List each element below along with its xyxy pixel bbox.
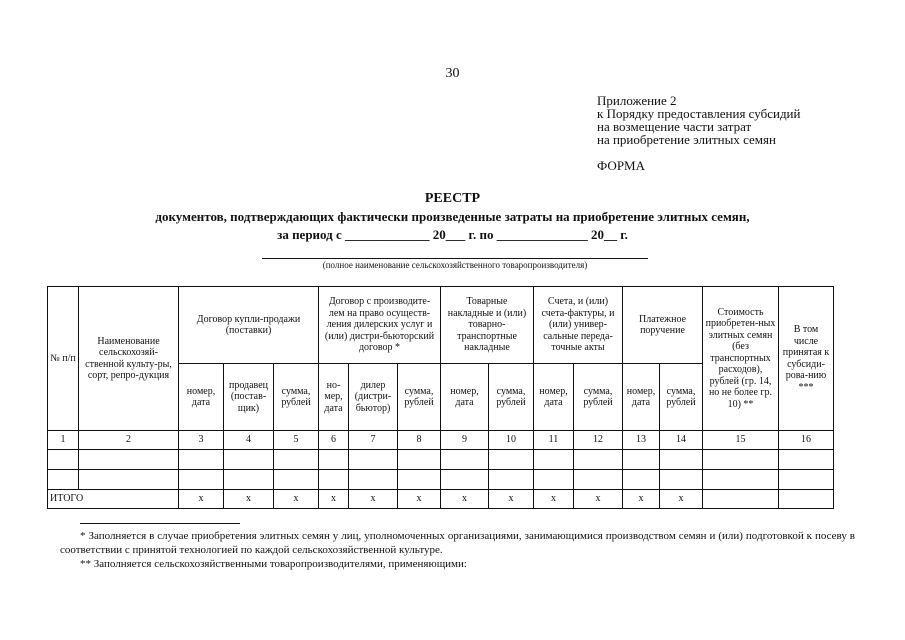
header-seed-cost: Стоимость приобретен-ных элитных семян (без транспортных расходов), рублей (гр. 14, но не более гр. 10) **	[703, 287, 779, 431]
document-title: РЕЕСТР	[424, 191, 481, 206]
total-mark: x	[574, 490, 623, 509]
sub-dealer-number: но-мер, дата	[319, 364, 349, 431]
header-payment-order: Платежное поручение	[623, 287, 703, 364]
column-number: 16	[779, 431, 834, 450]
period-line: за период с _____________ 20___ г. по ______________ 20__ г.	[277, 227, 628, 242]
total-mark: x	[349, 490, 398, 509]
column-number: 10	[489, 431, 534, 450]
empty-row	[48, 470, 834, 490]
column-number-row	[48, 431, 834, 450]
sub-dealer-sum: сумма, рублей	[398, 364, 441, 431]
total-mark: x	[398, 490, 441, 509]
page-number: 30	[445, 66, 460, 81]
column-number: 3	[179, 431, 224, 450]
total-mark: x	[623, 490, 660, 509]
column-number: 5	[274, 431, 319, 450]
appendix-line: к Порядку предоставления субсидий	[597, 106, 801, 121]
total-label: ИТОГО	[48, 490, 179, 509]
sub-payment-number: номер, дата	[623, 364, 660, 431]
sub-payment-sum: сумма, рублей	[660, 364, 703, 431]
header-subsidy: В том числе принятая к субсиди-рова-нию ***	[779, 287, 834, 431]
sub-waybill-sum: сумма, рублей	[489, 364, 534, 431]
header-dealer-contract: Договор с производите-лем на право осуществ-ления дилерских услуг и (или) дистри-бьюторский договор *	[319, 287, 441, 364]
header-crop-name: Наименование сельскохозяй-ственной культу-ры, сорт, репро-дукция	[79, 287, 179, 431]
column-number: 13	[623, 431, 660, 450]
column-number: 14	[660, 431, 703, 450]
footnote: * Заполняется в случае приобретения элитных семян у лиц, уполномоченных организациями, занимающимися производством семян и (или) подготовкой к посеву в соответствии с принятой технологией по каждой сельскохозяйственной культуре.	[60, 530, 855, 556]
sub-contract-sum: сумма, рублей	[274, 364, 319, 431]
sub-invoice-sum: сумма, рублей	[574, 364, 623, 431]
producer-caption: (полное наименование сельскохозяйственного товаропроизводителя)	[322, 260, 588, 270]
total-mark: x	[274, 490, 319, 509]
appendix-line: на приобретение элитных семян	[597, 132, 776, 147]
column-number: 8	[398, 431, 441, 450]
empty-row	[48, 450, 834, 470]
column-number: 15	[703, 431, 779, 450]
total-mark: x	[660, 490, 703, 509]
column-number: 9	[441, 431, 489, 450]
footnote: ** Заполняется сельскохозяйственными товаропроизводителями, применяющими:	[80, 558, 467, 570]
sub-contract-supplier: продавец (постав-щик)	[224, 364, 274, 431]
total-mark: x	[489, 490, 534, 509]
column-number: 2	[79, 431, 179, 450]
total-mark: x	[179, 490, 224, 509]
column-number: 7	[349, 431, 398, 450]
header-purchase-contract: Договор купли-продажи (поставки)	[179, 287, 319, 364]
header-invoices: Счета, и (или) счета-фактуры, и (или) универ-сальные переда-точные акты	[534, 287, 623, 364]
total-mark: x	[534, 490, 574, 509]
column-number: 1	[48, 431, 79, 450]
document-subtitle: документов, подтверждающих фактически произведенные затраты на приобретение элитных семян,	[155, 209, 750, 224]
total-row	[48, 490, 834, 509]
sub-invoice-number: номер, дата	[534, 364, 574, 431]
footnotes	[60, 523, 855, 571]
sub-contract-number: номер, дата	[179, 364, 224, 431]
producer-name-line	[262, 258, 648, 259]
sub-dealer-name: дилер (дистри-бьютор)	[349, 364, 398, 431]
total-mark: x	[319, 490, 349, 509]
appendix-line: на возмещение части затрат	[597, 119, 752, 134]
total-mark: x	[441, 490, 489, 509]
column-number: 4	[224, 431, 274, 450]
sub-waybill-number: номер, дата	[441, 364, 489, 431]
appendix-block	[597, 94, 800, 146]
column-number: 11	[534, 431, 574, 450]
appendix-line: Приложение 2	[597, 93, 677, 108]
form-label: ФОРМА	[597, 158, 645, 173]
register-table	[47, 286, 834, 509]
column-number: 6	[319, 431, 349, 450]
header-num: № п/п	[48, 287, 79, 431]
header-waybills: Товарные накладные и (или) товарно-транспортные накладные	[441, 287, 534, 364]
total-mark: x	[224, 490, 274, 509]
column-number: 12	[574, 431, 623, 450]
